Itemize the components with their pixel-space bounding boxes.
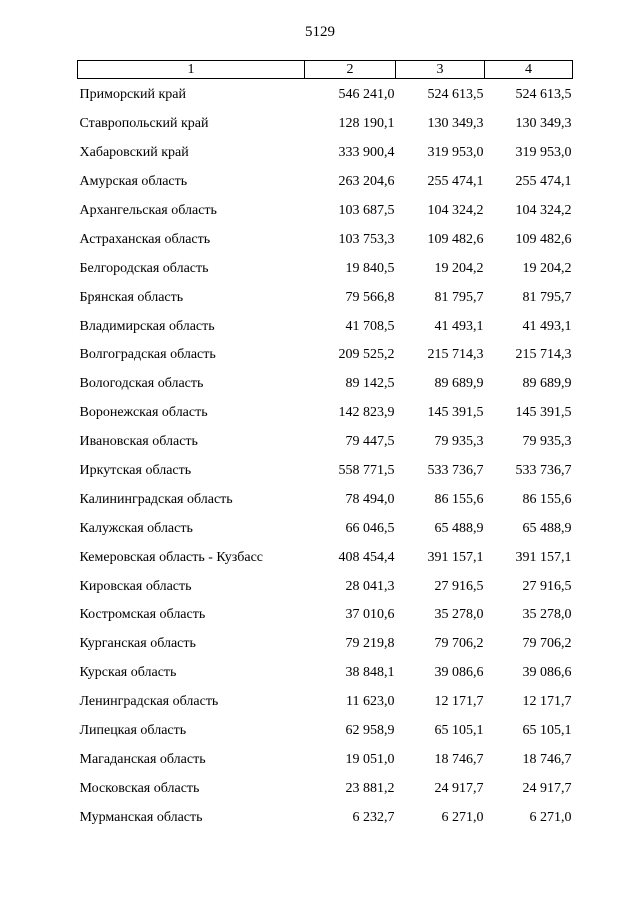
value-cell-col-3: 79 706,2: [434, 636, 484, 652]
region-name-cell: Волгоградская область: [79, 347, 216, 363]
value-cell-col-3: 41 493,1: [434, 318, 484, 334]
header-col-2: 2: [305, 61, 396, 79]
table-row: [78, 168, 573, 197]
value-cell-col-2: 103 753,3: [338, 231, 395, 247]
table-row: [78, 370, 573, 399]
table-row: [78, 630, 573, 659]
region-name-cell: Воронежская область: [79, 405, 208, 421]
value-cell-col-2: 142 823,9: [338, 405, 395, 421]
table-row: [78, 745, 573, 774]
region-name-cell: Курская область: [79, 665, 177, 681]
value-cell-col-3: 79 935,3: [434, 434, 484, 450]
value-cell-col-2: 263 204,6: [338, 174, 395, 190]
region-name-cell: Хабаровский край: [79, 145, 189, 161]
value-cell-col-4: 39 086,6: [522, 665, 572, 681]
value-cell-col-4: 27 916,5: [522, 578, 572, 594]
value-cell-col-3: 24 917,7: [434, 780, 484, 796]
header-col-1: 1: [78, 61, 305, 79]
value-cell-col-4: 12 171,7: [522, 694, 572, 710]
table-row: [78, 79, 573, 110]
value-cell-col-2: 558 771,5: [338, 463, 395, 479]
value-cell-col-2: 333 900,4: [338, 145, 395, 161]
value-cell-col-2: 41 708,5: [345, 318, 395, 334]
region-name-cell: Приморский край: [79, 87, 186, 103]
value-cell-col-3: 215 714,3: [427, 347, 484, 363]
header-row: [78, 61, 573, 79]
region-name-cell: Липецкая область: [79, 723, 187, 739]
value-cell-col-3: 35 278,0: [434, 607, 484, 623]
value-cell-col-2: 408 454,4: [338, 549, 395, 565]
value-cell-col-2: 38 848,1: [345, 665, 395, 681]
value-cell-col-3: 19 204,2: [434, 260, 484, 276]
value-cell-col-4: 130 349,3: [515, 116, 572, 132]
value-cell-col-4: 35 278,0: [522, 607, 572, 623]
region-name-cell: Ивановская область: [79, 434, 198, 450]
value-cell-col-3: 104 324,2: [427, 203, 484, 218]
value-cell-col-4: 109 482,6: [515, 231, 572, 247]
region-name-cell: Архангельская область: [79, 203, 217, 218]
value-cell-col-2: 78 494,0: [345, 491, 395, 507]
region-name-cell: Амурская область: [79, 174, 188, 190]
value-cell-col-2: 128 190,1: [338, 116, 395, 132]
data-table: [77, 60, 573, 832]
region-name-cell: Брянская область: [79, 289, 184, 305]
value-cell-col-4: 65 488,9: [522, 520, 572, 536]
value-cell-col-2: 28 041,3: [345, 578, 395, 594]
region-name-cell: Калининградская область: [79, 491, 233, 507]
table-row: [78, 601, 573, 630]
value-cell-col-3: 81 795,7: [434, 289, 484, 305]
value-cell-col-3: 39 086,6: [434, 665, 484, 681]
table-body: [78, 79, 573, 833]
table-row: [78, 659, 573, 688]
value-cell-col-4: 89 689,9: [522, 376, 572, 392]
value-cell-col-4: 86 155,6: [522, 491, 572, 507]
value-cell-col-3: 109 482,6: [427, 231, 484, 247]
table-row: [78, 110, 573, 139]
value-cell-col-4: 19 204,2: [522, 260, 572, 276]
table-row: [78, 774, 573, 803]
value-cell-col-4: 6 271,0: [529, 809, 572, 825]
value-cell-col-3: 524 613,5: [427, 87, 484, 103]
value-cell-col-2: 11 623,0: [346, 694, 395, 710]
value-cell-col-2: 19 840,5: [345, 260, 395, 276]
value-cell-col-4: 145 391,5: [515, 405, 572, 421]
value-cell-col-3: 391 157,1: [427, 549, 484, 565]
value-cell-col-3: 12 171,7: [434, 694, 484, 710]
value-cell-col-4: 65 105,1: [522, 723, 572, 739]
table-row: [78, 139, 573, 168]
value-cell-col-2: 209 525,2: [338, 347, 395, 363]
value-cell-col-2: 79 219,8: [345, 636, 395, 652]
value-cell-col-2: 19 051,0: [345, 751, 395, 767]
table-row: [78, 254, 573, 283]
region-name-cell: Кировская область: [79, 578, 192, 594]
value-cell-col-3: 145 391,5: [427, 405, 484, 421]
value-cell-col-4: 391 157,1: [515, 549, 572, 565]
value-cell-col-4: 533 736,7: [515, 463, 572, 479]
value-cell-col-2: 103 687,5: [338, 203, 395, 218]
table-row: [78, 514, 573, 543]
page-number: 5129: [305, 24, 335, 40]
value-cell-col-2: 23 881,2: [345, 780, 395, 796]
region-name-cell: Магаданская область: [79, 751, 206, 767]
table-row: [78, 312, 573, 341]
table-row: [78, 688, 573, 717]
region-name-cell: Мурманская область: [79, 809, 203, 825]
value-cell-col-3: 18 746,7: [434, 751, 484, 767]
table-row: [78, 457, 573, 486]
region-name-cell: Костромская область: [79, 607, 206, 623]
table-header: [78, 61, 573, 79]
value-cell-col-2: 62 958,9: [345, 723, 395, 739]
value-cell-col-3: 533 736,7: [427, 463, 484, 479]
region-name-cell: Калужская область: [79, 520, 193, 536]
value-cell-col-4: 104 324,2: [515, 203, 572, 218]
region-name-cell: Курганская область: [79, 636, 196, 652]
value-cell-col-3: 89 689,9: [434, 376, 484, 392]
region-name-cell: Владимирская область: [79, 318, 215, 334]
region-name-cell: Ленинградская область: [79, 694, 219, 710]
table-row: [78, 197, 573, 226]
header-col-3: 3: [396, 61, 485, 79]
table-row: [78, 717, 573, 746]
value-cell-col-2: 6 232,7: [352, 809, 395, 825]
value-cell-col-3: 6 271,0: [441, 809, 484, 825]
value-cell-col-4: 215 714,3: [515, 347, 572, 363]
value-cell-col-3: 319 953,0: [427, 145, 484, 161]
value-cell-col-2: 89 142,5: [345, 376, 395, 392]
table-row: [78, 399, 573, 428]
value-cell-col-4: 319 953,0: [515, 145, 572, 161]
value-cell-col-4: 524 613,5: [515, 87, 572, 103]
value-cell-col-2: 66 046,5: [345, 520, 395, 536]
table-row: [78, 283, 573, 312]
table-row: [78, 803, 573, 832]
region-name-cell: Ставропольский край: [79, 116, 209, 132]
value-cell-col-3: 65 488,9: [434, 520, 484, 536]
table-row: [78, 225, 573, 254]
table-row: [78, 543, 573, 572]
table-row: [78, 485, 573, 514]
table-row: [78, 428, 573, 457]
value-cell-col-2: 79 447,5: [345, 434, 395, 450]
value-cell-col-3: 130 349,3: [427, 116, 484, 132]
value-cell-col-4: 79 706,2: [522, 636, 572, 652]
value-cell-col-3: 255 474,1: [427, 174, 484, 190]
table-row: [78, 341, 573, 370]
value-cell-col-3: 27 916,5: [434, 578, 484, 594]
value-cell-col-3: 86 155,6: [434, 491, 484, 507]
region-name-cell: Иркутская область: [79, 463, 192, 479]
header-col-4: 4: [485, 61, 573, 79]
region-name-cell: Кемеровская область - Кузбасс: [79, 549, 264, 565]
region-name-cell: Московская область: [79, 780, 200, 796]
value-cell-col-2: 37 010,6: [345, 607, 395, 623]
table-row: [78, 572, 573, 601]
value-cell-col-4: 18 746,7: [522, 751, 572, 767]
value-cell-col-2: 79 566,8: [345, 289, 395, 305]
value-cell-col-4: 41 493,1: [522, 318, 572, 334]
value-cell-col-2: 546 241,0: [338, 87, 395, 103]
region-name-cell: Белгородская область: [79, 260, 209, 276]
value-cell-col-3: 65 105,1: [434, 723, 484, 739]
region-name-cell: Астраханская область: [79, 231, 211, 247]
value-cell-col-4: 24 917,7: [522, 780, 572, 796]
value-cell-col-4: 255 474,1: [515, 174, 572, 190]
value-cell-col-4: 81 795,7: [522, 289, 572, 305]
value-cell-col-4: 79 935,3: [522, 434, 572, 450]
region-name-cell: Вологодская область: [79, 376, 204, 392]
